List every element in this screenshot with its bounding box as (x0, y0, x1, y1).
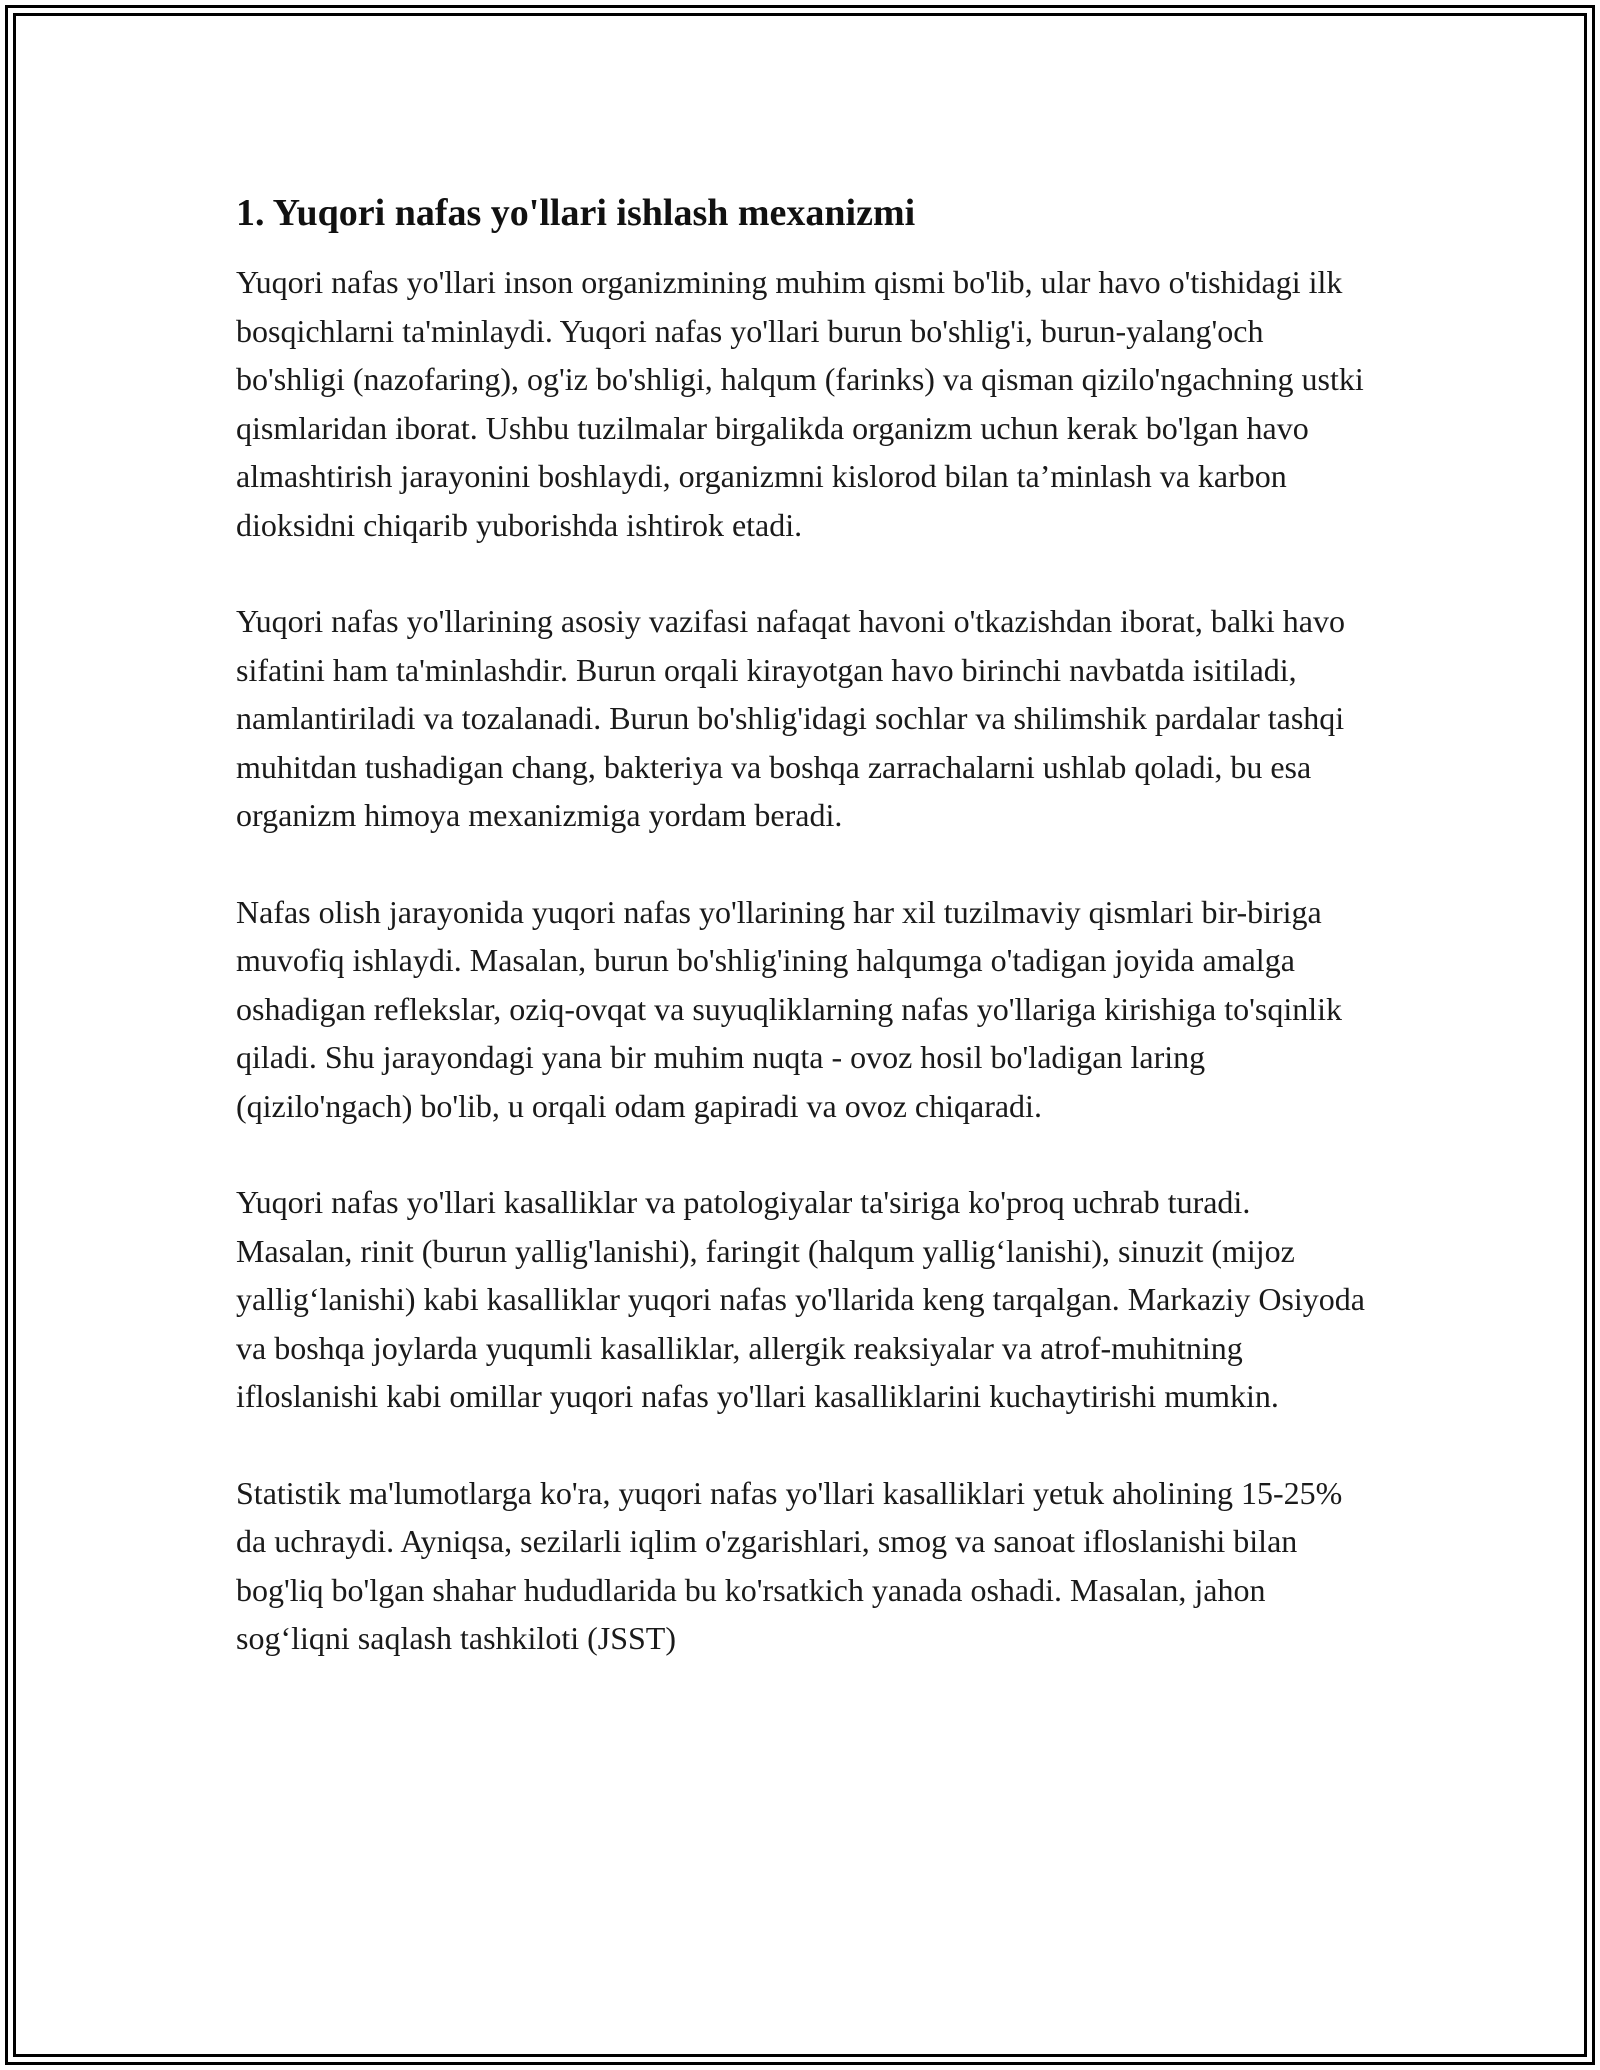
paragraph-5: Statistik ma'lumotlarga ko'ra, yuqori nafas yo'llari kasalliklari yetuk aholining 15-25% da uchraydi. Ayniqsa, sezilarli iqlim o'zgarishlari, smog va sanoat ifloslanishi bilan bog'liq bo'lgan shahar hududlarida bu ko'rsatkich yanada oshadi. Masalan, jahon sog‘liqni saqlash tashkiloti (JSST) (236, 1474, 1343, 1656)
paragraph-2: Yuqori nafas yo'llarining asosiy vazifasi nafaqat havoni o'tkazishdan iborat, balki havo sifatini ham ta'minlashdir. Burun orqali kirayotgan havo birinchi navbatda isitiladi, namlantiriladi va tozalanadi. Burun bo'shlig'idagi sochlar va shilimshik pardalar tashqi muhitdan tushadigan chang, bakteriya va boshqa zarrachalarni ushlab qoladi, bu esa organizm himoya mexanizmiga yordam beradi. (236, 603, 1345, 833)
document-body (236, 186, 1366, 1711)
paragraph-4: Yuqori nafas yo'llari kasalliklar va patologiyalar ta'siriga ko'proq uchrab turadi. Masalan, rinit (burun yallig'lanishi), faringit (halqum yallig‘lanishi), sinuzit (mijoz yallig‘lanishi) kabi kasalliklar yuqori nafas yo'llarida keng tarqalgan. Markaziy Osiyoda va boshqa joylarda yuqumli kasalliklar, allergik reaksiyalar va atrof-muhitning ifloslanishi kabi omillar yuqori nafas yo'llari kasalliklarini kuchaytirishi mumkin. (236, 1184, 1365, 1414)
section-heading: 1. Yuqori nafas yo'llari ishlash mexanizmi (236, 192, 916, 234)
paragraph-3: Nafas olish jarayonida yuqori nafas yo'llarining har xil tuzilmaviy qismlari bir-biriga muvofiq ishlaydi. Masalan, burun bo'shlig'ining halqumga o'tadigan joyida amalga oshadigan reflekslar, oziq-ovqat va suyuqliklarning nafas yo'llariga kirishiga to'sqinlik qiladi. Shu jarayondagi yana bir muhim nuqta - ovoz hosil bo'ladigan laring (qizilo'ngach) bo'lib, u orqali odam gapiradi va ovoz chiqaradi. (236, 893, 1342, 1124)
paragraph-1: Yuqori nafas yo'llari inson organizmining muhim qismi bo'lib, ular havo o'tishidagi ilk bosqichlarni ta'minlaydi. Yuqori nafas yo'llari burun bo'shlig'i, burun-yalang'och bo'shligi (nazofaring), og'iz bo'shligi, halqum (farinks) va qisman qizilo'ngachning ustki qismlaridan iborat. Ushbu tuzilmalar birgalikda organizm uchun kerak bo'lgan havo almashtirish jarayonini boshlaydi, organizmni kislorod bilan ta’minlash va karbon dioksidni chiqarib yuborishda ishtirok etadi. (236, 264, 1364, 543)
